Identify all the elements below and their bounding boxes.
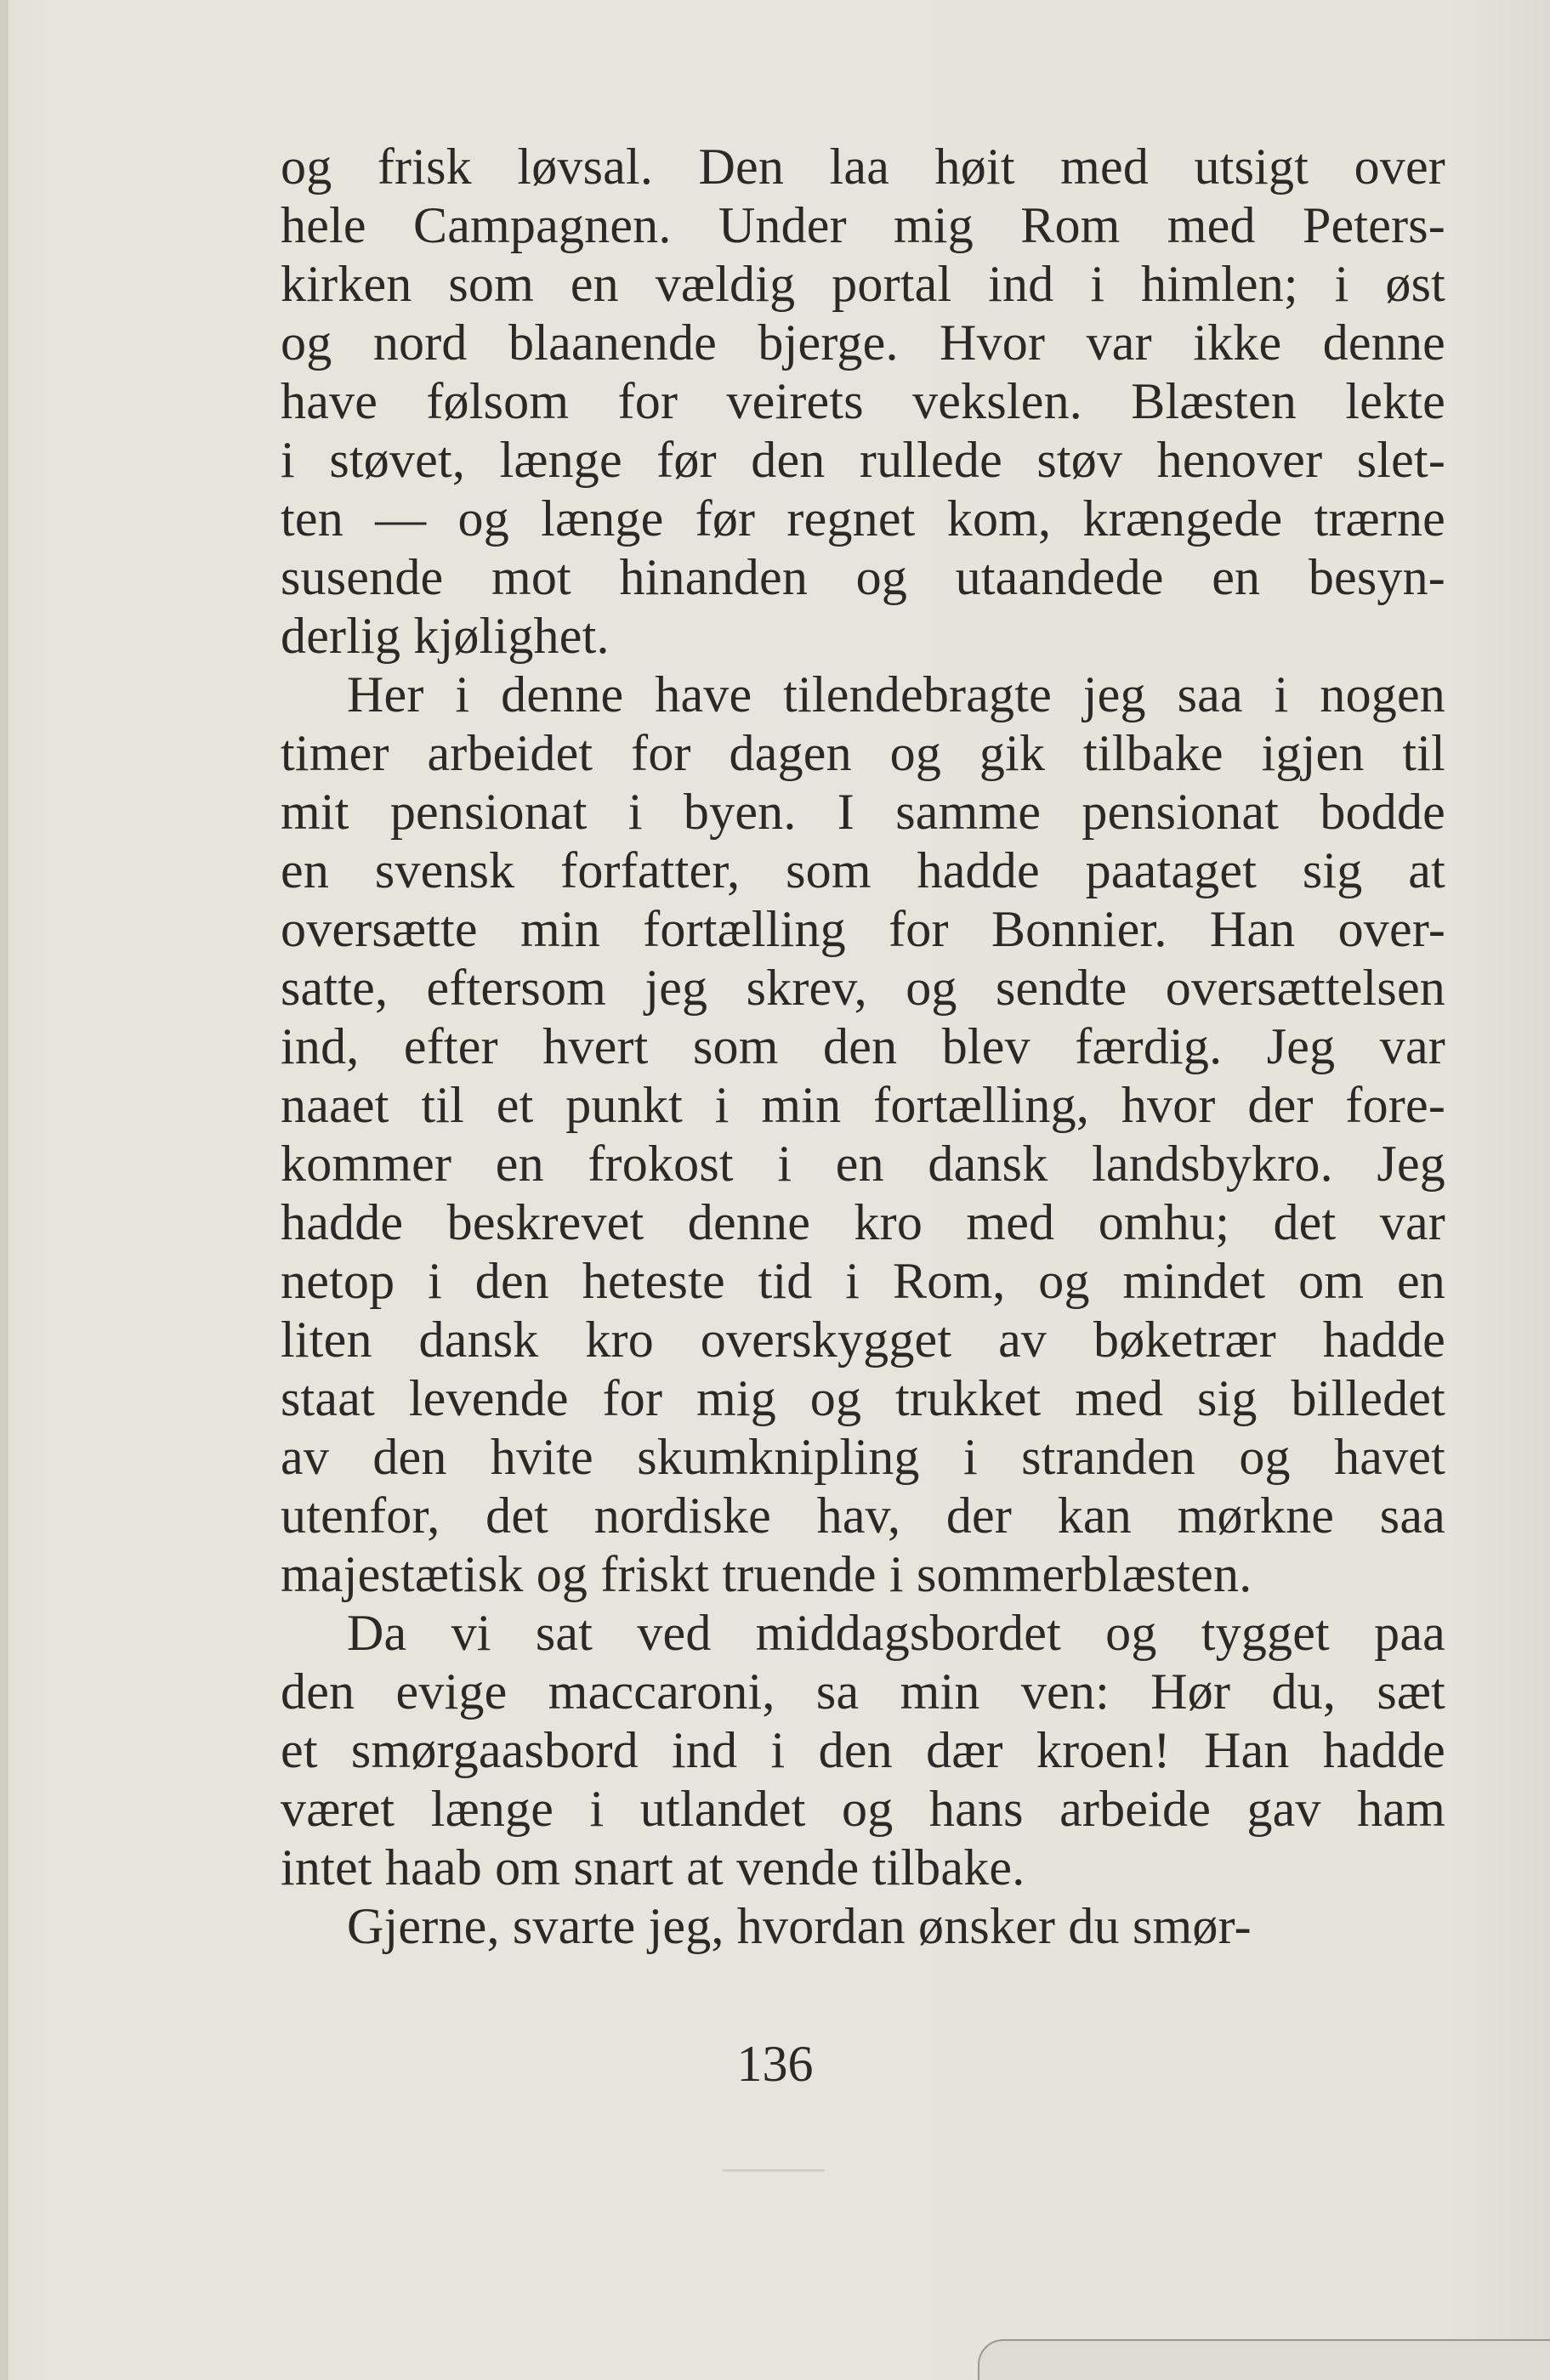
text-line: intet haab om snart at vende tilbake. [281,1839,1025,1896]
text-line: et smørgaasbord ind i den dær kroen! Han hadde [281,1722,1445,1778]
paragraph-first-line: Her i denne have tilendebragte jeg saa i nogen [347,666,1445,722]
text-line: i støvet, længe før den rullede støv henover slet- [281,432,1445,488]
text-line: den evige maccaroni, sa min ven: Hør du, sæt [281,1663,1445,1720]
paragraph-first-line: Gjerne, svarte jeg, hvordan ønsker du smør- [347,1898,1252,1954]
text-line: derlig kjølighet. [281,608,610,664]
page-corner-curl [978,2339,1550,2380]
text-line: have følsom for veirets vekslen. Blæsten lekte [281,373,1445,429]
text-line: og frisk løvsal. Den laa høit med utsigt over [281,139,1445,195]
text-line: ten — og længe før regnet kom, krængede trærne [281,490,1445,547]
text-line: timer arbeidet for dagen og gik tilbake igjen til [281,725,1445,781]
text-line: kirken som en vældig portal ind i himlen; i øst [281,256,1445,312]
text-line: netop i den heteste tid i Rom, og mindet om en [281,1253,1445,1309]
page-binding-edge [0,0,8,2380]
paper-smudge [723,2169,825,2172]
paragraph-first-line: Da vi sat ved middagsbordet og tygget paa [347,1605,1445,1661]
text-line: naaet til et punkt i min fortælling, hvor der fore- [281,1077,1445,1133]
text-line: staat levende for mig og trukket med sig billedet [281,1370,1445,1426]
text-line: susende mot hinanden og utaandede en besyn- [281,549,1445,605]
text-line: været længe i utlandet og hans arbeide gav ham [281,1781,1445,1837]
text-line: hele Campagnen. Under mig Rom med Peters- [281,197,1445,253]
page-number: 136 [736,2036,814,2092]
text-line: mit pensionat i byen. I samme pensionat bodde [281,784,1445,840]
text-line: hadde beskrevet denne kro med omhu; det var [281,1194,1445,1250]
text-line: majestætisk og friskt truende i sommerblæsten. [281,1546,1252,1602]
text-line: oversætte min fortælling for Bonnier. Han over- [281,901,1445,957]
text-line: kommer en frokost i en dansk landsbykro. Jeg [281,1136,1445,1192]
text-line: ind, efter hvert som den blev færdig. Jeg var [281,1018,1445,1074]
text-line: av den hvite skumknipling i stranden og havet [281,1429,1445,1485]
text-line: en svensk forfatter, som hadde paataget sig at [281,842,1445,898]
text-line: liten dansk kro overskygget av bøketrær hadde [281,1312,1445,1368]
text-line: og nord blaanende bjerge. Hvor var ikke denne [281,314,1445,371]
text-line: utenfor, det nordiske hav, der kan mørkne saa [281,1488,1445,1544]
text-line: satte, eftersom jeg skrev, og sendte oversættelsen [281,960,1445,1016]
